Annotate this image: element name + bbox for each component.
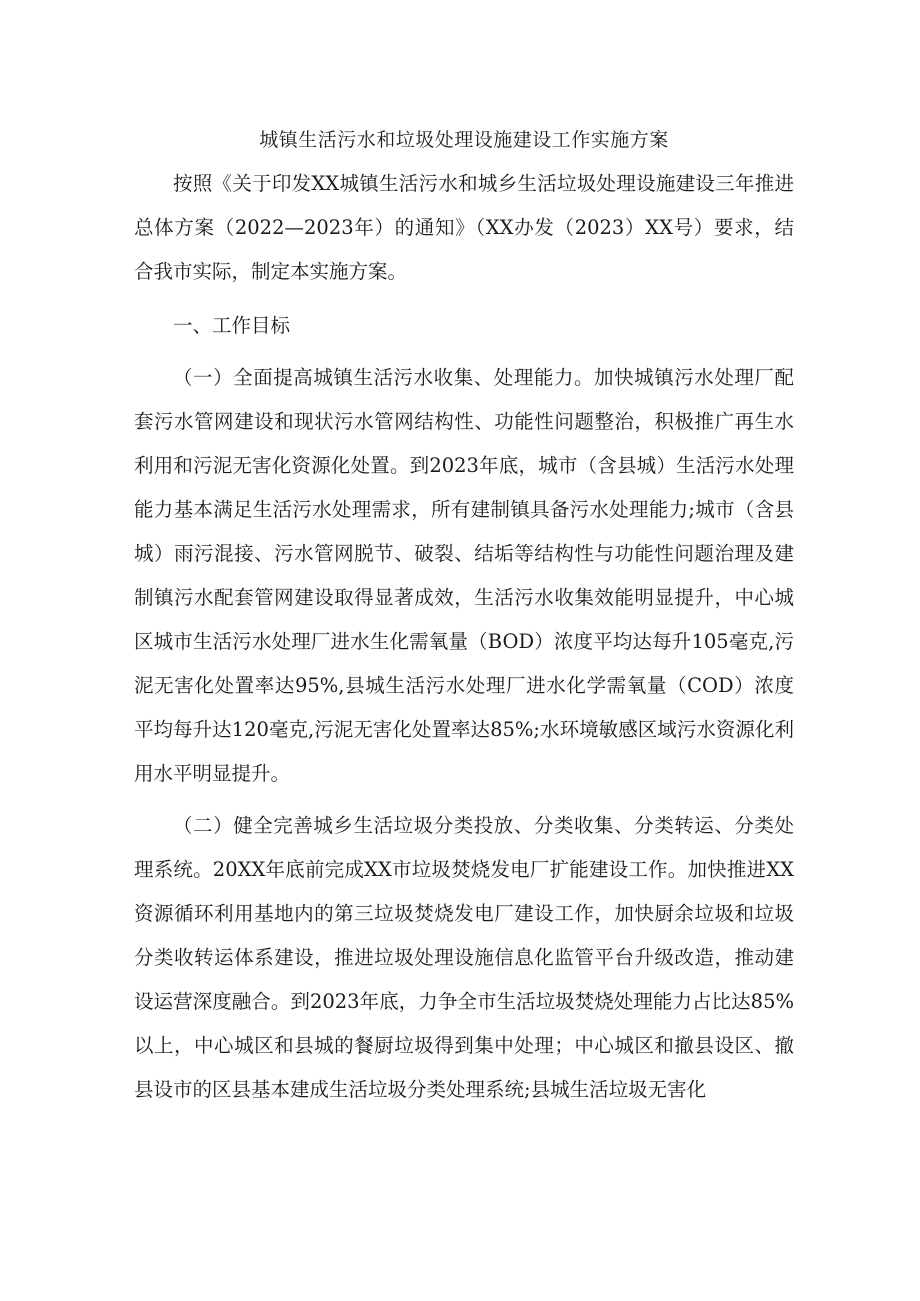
intro-paragraph: 按照《关于印发XX城镇生活污水和城乡生活垃圾处理设施建设三年推进总体方案（2022—2023年）的通知》（XX办发（2023）XX号）要求，结合我市实际，制定本实施方案。 [134, 172, 794, 283]
item-1-paragraph: （一）全面提高城镇生活污水收集、处理能力。加快城镇污水处理厂配套污水管网建设和现状污水管网结构性、功能性问题整治，积极推广再生水利用和污泥无害化资源化处置。到2023年底，城市（含县城）生活污水处理能力基本满足生活污水处理需求，所有建制镇具备污水处理能力;城市（含县城）雨污混接、污水管网脱节、破裂、结垢等结构性与功能性问题治理及建制镇污水配套管网建设取得显著成效，生活污水收集效能明显提升，中心城区城市生活污水处理厂进水生化需氧量（BOD）浓度平均达每升105毫克,污泥无害化处置率达95%,县城生活污水处理厂进水化学需氧量（COD）浓度平均每升达120毫克,污泥无害化处置率达85%;水环境敏感区域污水资源化利用水平明显提升。 [134, 366, 794, 785]
item-2-paragraph: （二）健全完善城乡生活垃圾分类投放、分类收集、分类转运、分类处理系统。20XX年底前完成XX市垃圾焚烧发电厂扩能建设工作。加快推进XX资源循环利用基地内的第三垃圾焚烧发电厂建设工作，加快厨余垃圾和垃圾分类收转运体系建设，推进垃圾处理设施信息化监管平台升级改造，推动建设运营深度融合。到2023年底，力争全市生活垃圾焚烧处理能力占比达85%以上，中心城区和县城的餐厨垃圾得到集中处理；中心城区和撤县设区、撤县设市的区县基本建成生活垃圾分类处理系统;县城生活垃圾无害化 [134, 814, 794, 1101]
section-heading: 一、工作目标 [173, 314, 291, 337]
document-page [134, 118, 794, 1112]
document-title: 城镇生活污水和垃圾处理设施建设工作实施方案 [259, 129, 669, 151]
